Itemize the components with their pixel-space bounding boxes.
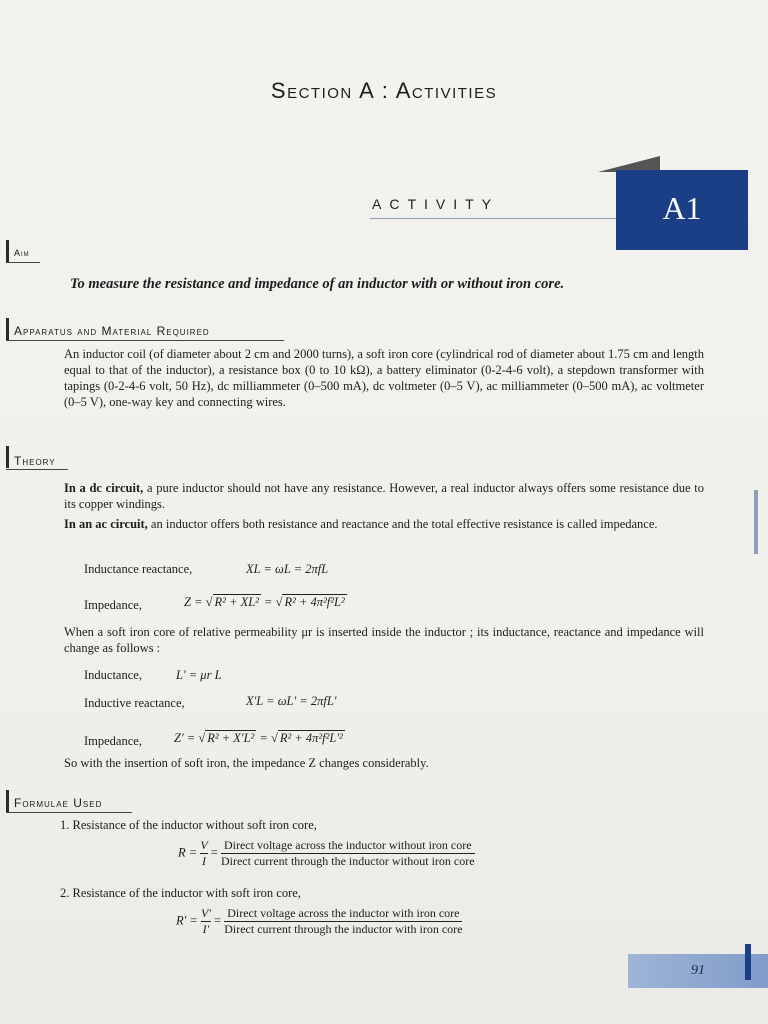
formula-2-fraction: [201, 906, 211, 937]
inductive-reactance-formula: X'L = ωL' = 2πfL': [246, 694, 337, 708]
activity-label: ACTIVITY: [372, 196, 500, 212]
sqrt-sign: √: [198, 731, 206, 745]
dc-circuit-text: a pure inductor should not have any resistance. However, a real inductor always offers some resistance due to its copper windings.: [64, 481, 704, 511]
ac-circuit-text: an inductor offers both resistance and reactance and the total effective resistance is called impedance.: [147, 517, 658, 531]
impedance2-label: Impedance,: [84, 734, 142, 748]
inductance-label: Inductance,: [84, 668, 142, 682]
formula-1-word-fraction: [221, 838, 475, 869]
page-edge-tab: [745, 944, 751, 980]
aim-text: To measure the resistance and impedance of an inductor with or without iron core.: [70, 276, 565, 292]
formula-1-lhs: R =: [178, 845, 198, 860]
theory-paragraph-3: When a soft iron core of relative permeability μr is inserted inside the inductor ; its inductance, reactance and impedance will change as follows :: [64, 625, 704, 655]
sqrt-sign: √: [205, 595, 213, 609]
impedance2-radicand-1: R² + X'L²: [207, 731, 255, 745]
reactance-formula: XL = ωL = 2πfL: [246, 562, 329, 576]
apparatus-heading: Apparatus and Material Required: [14, 324, 210, 338]
formulae-underline: [6, 812, 132, 813]
theory-heading-bar: [6, 446, 9, 468]
impedance-radicand-2: R² + 4π²f²L²: [284, 595, 345, 609]
sqrt-sign: √: [275, 595, 283, 609]
theory-underline: [6, 469, 68, 470]
sqrt-sign: √: [270, 731, 278, 745]
formula-2-word-denominator: Direct current through the inductor with iron core: [224, 922, 463, 936]
formula-1: R = $\frac{V}{I}$ = $\frac{\text{Direct voltage across the inductor without iron core}}{\text{Direct current through the inductor without iron core}}$: [178, 838, 475, 868]
formulae-heading: Formulae Used: [14, 796, 103, 810]
formula-2-word-fraction: [224, 906, 462, 937]
reactance-label: Inductance reactance,: [84, 562, 193, 576]
formula-1-denominator: I: [202, 854, 206, 868]
formula-item-2: 2. Resistance of the inductor with soft iron core,: [60, 886, 301, 900]
formula-1-word-denominator: Direct current through the inductor without iron core: [220, 854, 475, 868]
theory-heading: Theory: [14, 454, 56, 468]
inductance-formula: L' = μr L: [176, 668, 222, 682]
impedance-formula: Z = √ R² + XL² = √ R² + 4π²f²L²: [184, 595, 345, 609]
aim-underline: [6, 262, 40, 263]
activity-badge: A1: [616, 170, 748, 250]
theory-conclusion: So with the insertion of soft iron, the impedance Z changes considerably.: [64, 756, 429, 770]
formula-1-word-numerator: Direct voltage across the inductor without iron core: [221, 838, 475, 854]
formula-item-1: 1. Resistance of the inductor without soft iron core,: [60, 818, 317, 832]
formula-1-numerator: V: [200, 838, 208, 852]
ac-circuit-bold: In an ac circuit,: [64, 517, 148, 531]
apparatus-heading-bar: [6, 318, 9, 340]
inductive-reactance-label: Inductive reactance,: [84, 696, 185, 710]
formula-2-denominator: I': [202, 922, 210, 936]
apparatus-text: An inductor coil (of diameter about 2 cm and 2000 turns), a soft iron core (cylindrical rod of diameter about 1.75 cm and length equal to that of the inductor), a resistance box (0 to 10 kΩ), a battery eliminator (0-2-4-6 volt), a stepdown transformer with tapings (0-2-4-6 volt, 50 Hz), dc milliammeter (0–500 mA), dc voltmeter (0–5 V), ac milliammeter (0–500 mA), ac voltmeter (0–5 V), one-way key and connecting wires.: [64, 347, 704, 409]
activity-rule: [370, 218, 616, 219]
formulae-heading-bar: [6, 790, 9, 812]
aim-heading-bar: [6, 240, 9, 262]
dc-circuit-bold: In a dc circuit,: [64, 481, 144, 495]
aim-heading: Aim: [14, 248, 30, 258]
impedance2-formula: Z' = √ R² + X'L² = √ R² + 4π²f²L'²: [174, 731, 343, 745]
formula-2-word-numerator: Direct voltage across the inductor with iron core: [224, 906, 462, 922]
formula-2-lhs: R' =: [176, 913, 198, 928]
impedance-lhs: Z =: [184, 595, 203, 609]
page-number: 91: [628, 954, 768, 988]
page-edge-tab: [754, 490, 758, 554]
impedance2-lhs: Z' =: [174, 731, 196, 745]
theory-paragraph-1: [64, 480, 704, 512]
impedance-radicand-1: R² + XL²: [214, 595, 259, 609]
formula-1-fraction: [200, 838, 207, 869]
section-title: Section A : Activities: [270, 78, 498, 103]
impedance-label: Impedance,: [84, 598, 142, 612]
impedance2-radicand-2: R² + 4π²f²L'²: [279, 731, 343, 745]
formula-2-numerator: V': [201, 906, 211, 920]
theory-paragraph-2: [64, 516, 704, 532]
formula-2: R' = $\frac{V'}{I'}$ = $\frac{\text{Direct voltage across the inductor with iron core}}{\text{Direct current through the inductor with iron core}}$: [176, 906, 463, 936]
apparatus-underline: [6, 340, 284, 341]
